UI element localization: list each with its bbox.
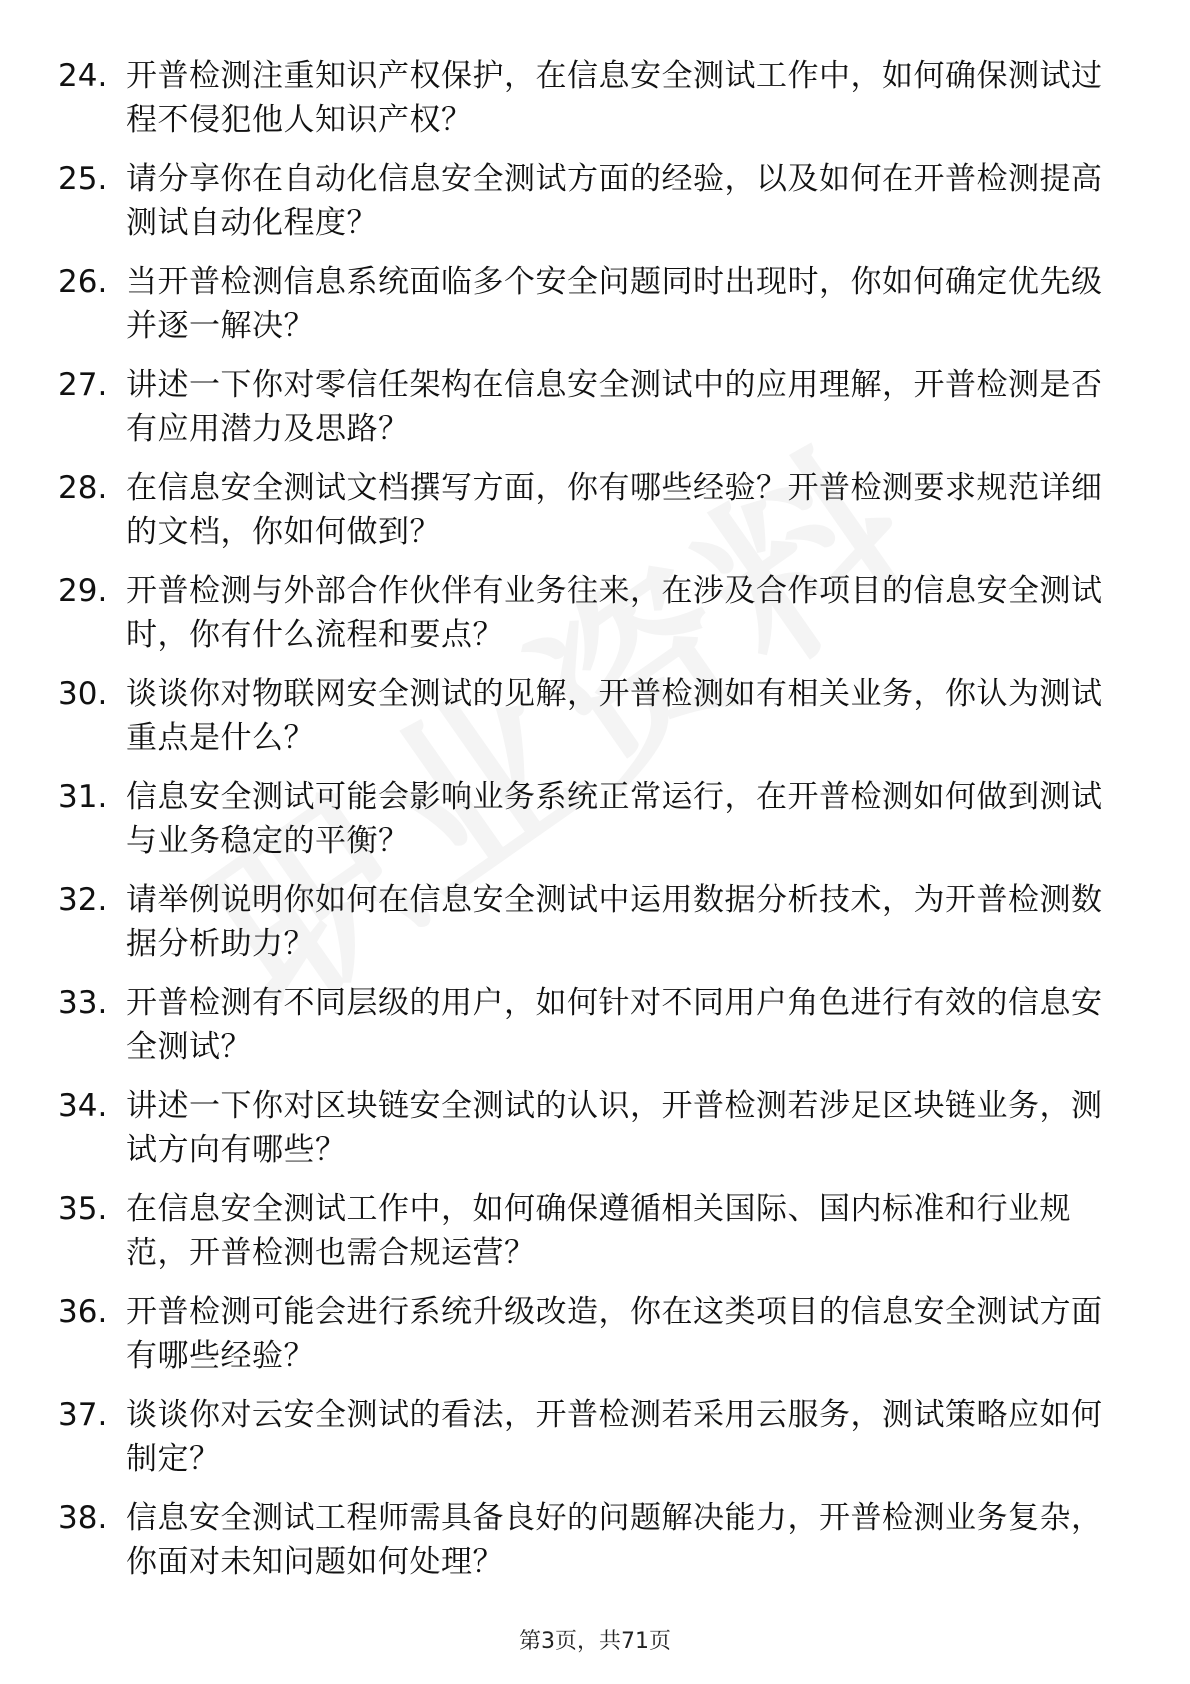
question-text: 信息安全测试工程师需具备良好的问题解决能力，开普检测业务复杂，你面对未知问题如何处理？ — [126, 1500, 1103, 1580]
question-item — [58, 157, 1118, 260]
question-number: 31. — [58, 779, 108, 815]
question-number: 27. — [58, 367, 108, 403]
question-number: 37. — [58, 1397, 108, 1433]
page-number-label: 第3页，共71页 — [519, 1629, 671, 1654]
question-item — [58, 260, 1118, 363]
question-item — [58, 54, 1118, 157]
question-text: 请举例说明你如何在信息安全测试中运用数据分析技术，为开普检测数据分析助力？ — [126, 882, 1103, 962]
question-number: 36. — [58, 1294, 108, 1330]
question-number: 34. — [58, 1088, 108, 1124]
question-item — [58, 1084, 1118, 1187]
question-item — [58, 775, 1118, 878]
question-text: 请分享你在自动化信息安全测试方面的经验，以及如何在开普检测提高测试自动化程度？ — [126, 161, 1103, 241]
question-item — [58, 1187, 1118, 1290]
question-number: 24. — [58, 58, 108, 94]
question-text: 信息安全测试可能会影响业务系统正常运行，在开普检测如何做到测试与业务稳定的平衡？ — [126, 779, 1103, 859]
question-list — [58, 54, 1118, 1599]
question-number: 30. — [58, 676, 108, 712]
question-text: 开普检测注重知识产权保护，在信息安全测试工作中，如何确保测试过程不侵犯他人知识产权？ — [126, 58, 1103, 138]
question-item — [58, 981, 1118, 1084]
question-text: 开普检测与外部合作伙伴有业务往来，在涉及合作项目的信息安全测试时，你有什么流程和要点？ — [126, 573, 1103, 653]
question-number: 25. — [58, 161, 108, 197]
question-item — [58, 1496, 1118, 1599]
question-number: 26. — [58, 264, 108, 300]
question-number: 38. — [58, 1500, 108, 1536]
question-number: 33. — [58, 985, 108, 1021]
question-item — [58, 466, 1118, 569]
question-number: 28. — [58, 470, 108, 506]
question-number: 35. — [58, 1191, 108, 1227]
question-text: 开普检测有不同层级的用户，如何针对不同用户角色进行有效的信息安全测试？ — [126, 985, 1103, 1065]
question-item — [58, 672, 1118, 775]
question-item — [58, 363, 1118, 466]
question-number: 29. — [58, 573, 108, 609]
question-number: 32. — [58, 882, 108, 918]
question-item — [58, 569, 1118, 672]
question-text: 开普检测可能会进行系统升级改造，你在这类项目的信息安全测试方面有哪些经验？ — [126, 1294, 1103, 1374]
question-text: 在信息安全测试工作中，如何确保遵循相关国际、国内标准和行业规范，开普检测也需合规运营？ — [126, 1191, 1071, 1271]
question-text: 讲述一下你对区块链安全测试的认识，开普检测若涉足区块链业务，测试方向有哪些？ — [126, 1088, 1103, 1168]
page-footer — [0, 1624, 1190, 1655]
question-item — [58, 1290, 1118, 1393]
question-text: 讲述一下你对零信任架构在信息安全测试中的应用理解，开普检测是否有应用潜力及思路？ — [126, 367, 1103, 447]
question-text: 谈谈你对物联网安全测试的见解，开普检测如有相关业务，你认为测试重点是什么？ — [126, 676, 1103, 756]
question-text: 当开普检测信息系统面临多个安全问题同时出现时，你如何确定优先级并逐一解决？ — [126, 264, 1103, 344]
question-text: 在信息安全测试文档撰写方面，你有哪些经验？开普检测要求规范详细的文档，你如何做到？ — [126, 470, 1103, 550]
question-text: 谈谈你对云安全测试的看法，开普检测若采用云服务，测试策略应如何制定？ — [126, 1397, 1103, 1477]
question-item — [58, 1393, 1118, 1496]
question-item — [58, 878, 1118, 981]
